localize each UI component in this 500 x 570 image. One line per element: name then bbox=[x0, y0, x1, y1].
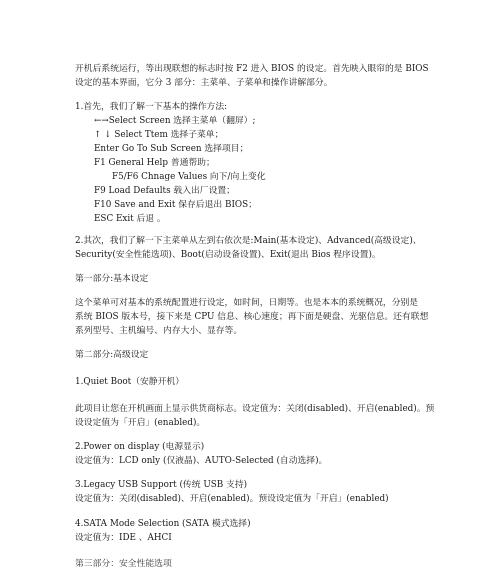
op-f9-defaults: F9 Load Defaults 载入出厂设置； bbox=[94, 186, 235, 196]
item-quiet-boot-line-1: 此项目让您在开机画面上显示供货商标志。设定值为：关闭(disabled)、开启(enabled)。预 bbox=[75, 404, 435, 414]
item-legacy-usb-title: 3.Legacy USB Support (传统 USB 支持) bbox=[75, 480, 248, 490]
item-power-display-line: 设定值为：LCD only (仅液晶)、AUTO-Selected (自动选择)。 bbox=[75, 456, 328, 466]
op-f5-f6: F5/F6 Chnage Values 向下/向上变化 bbox=[112, 172, 266, 182]
part2-heading: 第二部分:高级设定 bbox=[75, 350, 149, 360]
part3-heading: 第三部分：安全性能选项 bbox=[75, 559, 172, 569]
part1-heading: 第一部分:基本设定 bbox=[75, 274, 149, 284]
item-legacy-usb-line: 设定值为：关闭(disabled)、开启(enabled)。预设设定值为「开启」(enabled) bbox=[75, 494, 389, 504]
op-select-screen: ←→Select Screen 选择主菜单（翻屏）; bbox=[94, 116, 256, 126]
part1-body-2: 系统 BIOS 版本号，接下来是 CPU 信息、核心速度；再下面是硬盘、光驱信息。还有联想 bbox=[75, 312, 429, 322]
intro-line-1: 开机后系统运行，等出现联想的标志时按 F2 进入 BIOS 的设定。首先映入眼帘的是 BIOS bbox=[75, 64, 429, 74]
item-quiet-boot-title: 1.Quiet Boot（安静开机） bbox=[75, 377, 184, 387]
step2-line-2: Security(安全性能选项)、Boot(启动设备设置)、Exit(退出 Bios 程序设置)。 bbox=[75, 250, 381, 260]
op-esc-exit: ESC Exit 后退 。 bbox=[94, 214, 166, 224]
item-power-display-title: 2.Power on display (电源显示) bbox=[75, 442, 205, 452]
item-quiet-boot-line-2: 设设定值为「开启」(enabled)。 bbox=[75, 418, 206, 428]
step1-heading: 1.首先，我们了解一下基本的操作方法: bbox=[75, 102, 228, 112]
intro-line-2: 设定的基本界面，它分 3 部分：主菜单、子菜单和操作讲解部分。 bbox=[75, 78, 333, 88]
item-sata-mode-title: 4.SATA Mode Selection (SATA 模式选择) bbox=[75, 519, 251, 529]
part1-body-3: 系列型号、主机编号、内存大小、显存等。 bbox=[75, 326, 243, 336]
part1-body-1: 这个菜单可对基本的系统配置进行设定，如时间，日期等。也是本本的系统概况，分别是 bbox=[75, 298, 419, 308]
item-sata-mode-line: 设定值为：IDE 、AHCI bbox=[75, 533, 172, 543]
op-f1-help: F1 General Help 普通帮助； bbox=[94, 158, 215, 168]
op-f10-save: F10 Save and Exit 保存后退出 BIOS； bbox=[94, 200, 257, 210]
op-enter: Enter Go To Sub Screen 选择项目； bbox=[94, 144, 249, 154]
op-select-item: ↑ ↓ Select Ttem 选择子菜单； bbox=[94, 130, 224, 140]
step2-line-1: 2.其次，我们了解一下主菜单从左到右依次是:Main(基本设定)、Advanced(高级设定)、 bbox=[75, 236, 422, 246]
